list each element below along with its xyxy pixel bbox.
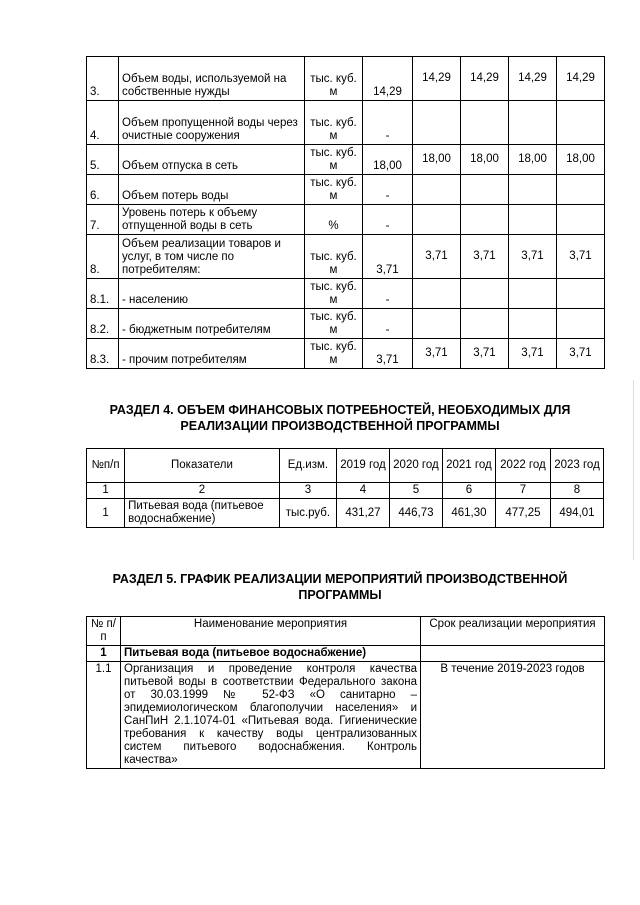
value-cell: 446,73 — [389, 499, 442, 528]
financial-index-row — [87, 483, 604, 499]
item-term-cell: В течение 2019-2023 годов — [421, 662, 605, 769]
value-cell: 14,29 — [461, 57, 509, 101]
unit-cell: тыс. куб. м — [305, 309, 363, 339]
value-cell: 14,29 — [557, 57, 605, 101]
indicator-name-cell: Объем потерь воды — [119, 175, 305, 205]
row-number-cell: 5. — [87, 145, 119, 175]
index-cell: 4 — [337, 483, 390, 499]
header-cell: Показатели — [125, 449, 280, 483]
index-cell: 3 — [279, 483, 336, 499]
header-cell: 2022 год — [495, 449, 550, 483]
value-cell: 14,29 — [363, 57, 413, 101]
index-cell: 8 — [550, 483, 603, 499]
section-5-title-line2: ПРОГРАММЫ — [298, 588, 382, 602]
value-cell: - — [363, 101, 413, 145]
value-cell — [509, 101, 557, 145]
header-cell: Срок реализации мероприятия — [421, 617, 605, 646]
value-cell — [509, 279, 557, 309]
header-cell: 2021 год — [442, 449, 495, 483]
value-cell: 3,71 — [413, 339, 461, 369]
index-cell: 1 — [87, 483, 125, 499]
unit-cell: тыс. куб. м — [305, 279, 363, 309]
section-4-title-line1: РАЗДЕЛ 4. ОБЪЕМ ФИНАНСОВЫХ ПОТРЕБНОСТЕЙ, НЕОБХОДИМЫХ ДЛЯ — [109, 403, 571, 417]
financial-data-row — [87, 499, 604, 528]
indicator-cell: Питьевая вода (питьевое водоснабжение) — [125, 499, 280, 528]
value-cell — [509, 205, 557, 235]
value-cell — [557, 309, 605, 339]
value-cell: 431,27 — [337, 499, 390, 528]
value-cell: 3,71 — [461, 235, 509, 279]
value-cell: 3,71 — [363, 235, 413, 279]
header-cell: Ед.изм. — [279, 449, 336, 483]
value-cell: - — [363, 205, 413, 235]
group-term-cell — [421, 646, 605, 662]
value-cell: 18,00 — [557, 145, 605, 175]
unit-cell: тыс. куб. м — [305, 57, 363, 101]
value-cell — [461, 101, 509, 145]
table-row — [87, 309, 605, 339]
schedule-item-row — [87, 662, 605, 769]
value-cell: 18,00 — [413, 145, 461, 175]
value-cell: 3,71 — [363, 339, 413, 369]
value-cell — [413, 175, 461, 205]
item-number-cell: 1.1 — [87, 662, 121, 769]
table-row — [87, 145, 605, 175]
schedule-group-row — [87, 646, 605, 662]
value-cell: 494,01 — [550, 499, 603, 528]
value-cell — [557, 175, 605, 205]
value-cell: 3,71 — [413, 235, 461, 279]
header-cell: Наименование мероприятия — [121, 617, 421, 646]
value-cell — [413, 309, 461, 339]
indicator-name-cell: Объем пропущенной воды через очистные сооружения — [119, 101, 305, 145]
indicator-name-cell: - бюджетным потребителям — [119, 309, 305, 339]
table-row — [87, 235, 605, 279]
unit-cell: тыс. куб. м — [305, 101, 363, 145]
index-cell: 5 — [389, 483, 442, 499]
value-cell — [461, 205, 509, 235]
value-cell — [557, 205, 605, 235]
value-cell: 477,25 — [495, 499, 550, 528]
unit-cell: % — [305, 205, 363, 235]
value-cell — [557, 279, 605, 309]
index-cell: 7 — [495, 483, 550, 499]
value-cell: - — [363, 175, 413, 205]
table-row — [87, 205, 605, 235]
value-cell: - — [363, 309, 413, 339]
value-cell: 14,29 — [509, 57, 557, 101]
unit-cell: тыс. куб. м — [305, 145, 363, 175]
value-cell: 18,00 — [363, 145, 413, 175]
value-cell: - — [363, 279, 413, 309]
water-volume-table-body — [87, 57, 605, 369]
item-name-cell: Организация и проведение контроля качества питьевой воды в соответствии Федерального закона от 30.03.1999 № 52-ФЗ «О санитарно – эпидемиологическом благополучии населения» и СанПиН 2.1.1074-01 «Питьевая вода. Гигиенические требования к качеству воды централизованных систем питьевого водоснабжения. Контроль качества» — [121, 662, 421, 769]
group-name-cell: Питьевая вода (питьевое водоснабжение) — [121, 646, 421, 662]
header-cell: 2019 год — [337, 449, 390, 483]
header-cell: №п/п — [87, 449, 125, 483]
row-number-cell: 8.1. — [87, 279, 119, 309]
value-cell — [557, 101, 605, 145]
schedule-header-row — [87, 617, 605, 646]
row-number-cell: 4. — [87, 101, 119, 145]
value-cell: 3,71 — [557, 339, 605, 369]
row-number-cell: 1 — [87, 499, 125, 528]
value-cell: 3,71 — [509, 339, 557, 369]
table-row — [87, 339, 605, 369]
row-number-cell: 3. — [87, 57, 119, 101]
row-number-cell: 6. — [87, 175, 119, 205]
indicator-name-cell: - прочим потребителям — [119, 339, 305, 369]
value-cell — [509, 309, 557, 339]
index-cell: 2 — [125, 483, 280, 499]
value-cell — [461, 175, 509, 205]
index-cell: 6 — [442, 483, 495, 499]
section-5-title-line1: РАЗДЕЛ 5. ГРАФИК РЕАЛИЗАЦИИ МЕРОПРИЯТИЙ ПРОИЗВОДСТВЕННОЙ — [112, 572, 568, 586]
section-4-heading — [70, 402, 610, 434]
value-cell: 3,71 — [557, 235, 605, 279]
indicator-name-cell: Объем реализации товаров и услуг, в том числе по потребителям: — [119, 235, 305, 279]
row-number-cell: 8.2. — [87, 309, 119, 339]
unit-cell: тыс. куб. м — [305, 339, 363, 369]
row-number-cell: 7. — [87, 205, 119, 235]
indicator-name-cell: - населению — [119, 279, 305, 309]
value-cell: 18,00 — [509, 145, 557, 175]
value-cell — [413, 279, 461, 309]
unit-cell: тыс. куб. м — [305, 235, 363, 279]
header-cell: 2023 год — [550, 449, 603, 483]
value-cell: 14,29 — [413, 57, 461, 101]
table-row — [87, 175, 605, 205]
value-cell: 3,71 — [461, 339, 509, 369]
value-cell: 18,00 — [461, 145, 509, 175]
table-row — [87, 279, 605, 309]
water-volume-table — [86, 56, 605, 369]
section-4-title-line2: РЕАЛИЗАЦИИ ПРОИЗВОДСТВЕННОЙ ПРОГРАММЫ — [180, 419, 500, 433]
row-number-cell: 8.3. — [87, 339, 119, 369]
financial-header-row — [87, 449, 604, 483]
indicator-name-cell: Уровень потерь к объему отпущенной воды в сеть — [119, 205, 305, 235]
table-row — [87, 101, 605, 145]
header-cell: № п/п — [87, 617, 121, 646]
group-number-cell: 1 — [87, 646, 121, 662]
indicator-name-cell: Объем отпуска в сеть — [119, 145, 305, 175]
unit-cell: тыс.руб. — [279, 499, 336, 528]
measures-schedule-table — [86, 616, 605, 769]
scan-edge-mark — [633, 380, 634, 560]
financial-needs-table — [86, 448, 604, 528]
unit-cell: тыс. куб. м — [305, 175, 363, 205]
row-number-cell: 8. — [87, 235, 119, 279]
value-cell: 3,71 — [509, 235, 557, 279]
value-cell — [461, 279, 509, 309]
section-5-heading — [70, 571, 610, 603]
value-cell — [413, 101, 461, 145]
indicator-name-cell: Объем воды, используемой на собственные нужды — [119, 57, 305, 101]
value-cell — [461, 309, 509, 339]
header-cell: 2020 год — [389, 449, 442, 483]
value-cell — [509, 175, 557, 205]
value-cell — [413, 205, 461, 235]
table-row — [87, 57, 605, 101]
value-cell: 461,30 — [442, 499, 495, 528]
